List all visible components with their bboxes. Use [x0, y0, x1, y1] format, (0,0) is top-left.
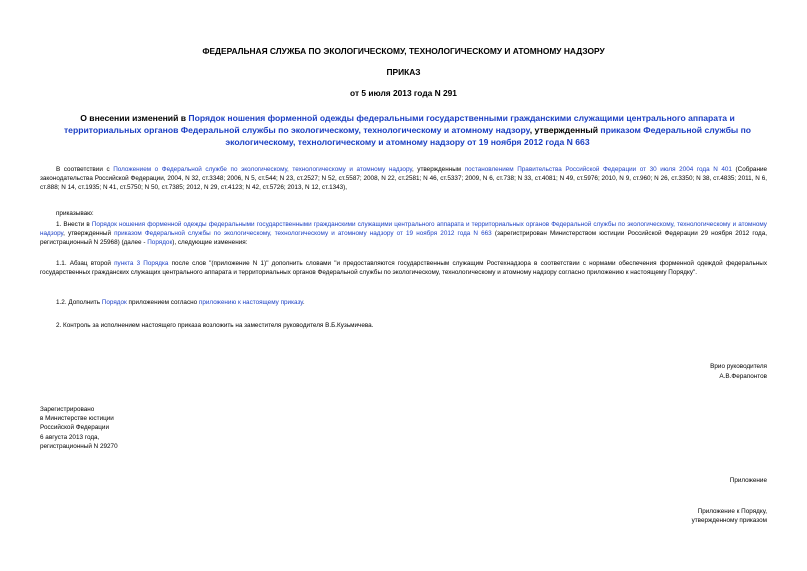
item12-text-2: приложением согласно	[126, 299, 199, 306]
appendix-ref-2: утвержденному приказом	[691, 517, 767, 524]
link-point-3[interactable]: пункта 3 Порядка	[114, 260, 169, 267]
registration-line-2: в Министерстве юстиции	[40, 415, 114, 422]
link-procedure-short[interactable]: Порядок	[147, 238, 173, 246]
item11-text-2: после слов "(приложение N 1)" дополнить словами "и предоставляются государственным служащим Ростехнадзора в соответствии с нормами обеспечения форменной одеждой федеральных государственных гражданских служащих центрального аппарата и территориальных органов Федеральной службы по экологическому, технологическому и атомному надзору согласно приложению к настоящему Порядку".	[40, 260, 768, 276]
item12-text-3: .	[302, 299, 305, 306]
signature-name: А.В.Ферапонтов	[719, 373, 767, 380]
item11-text-1: 1.1. Абзац второй	[56, 260, 115, 267]
link-procedure-12[interactable]: Порядок	[101, 299, 127, 306]
link-government-decree[interactable]: постановлением Правительства Российской Федерации от 30 июля 2004 года N 401	[464, 166, 732, 173]
item1-text-3: (зарегистрирован Министерством юстиции Российской Федерации 29 ноября 2012 года, регистрационный N 25968) (далее -	[40, 229, 767, 246]
para1-text-3: (Собрание законодательства Российской Федерации, 2004, N 32, ст.3348; 2006, N 5, ст.544; N 23, ст.2527; N 52, ст.5587; 2008, N 22, ст.2581; N 46, ст.5337; 2009, N 6, ст.738; N 33, ст.4081; N 49, ст.5976; 2010, N 9, ст.960; N 26, ст.3350; N 38, ст.4835; 2011, N 6, ст.888; N 14, ст.1935; N 41, ст.5750; N 50, ст.7385; 2012, N 29, ст.4123; N 42, ст.5726; 2013, N 12, ст.1343),	[40, 166, 768, 191]
registration-line-1: Зарегистрировано	[40, 406, 95, 413]
item-1	[40, 221, 767, 248]
registration-line-3: Российской Федерации	[40, 424, 109, 431]
link-order-663[interactable]: приказом Федеральной службы по экологическому, технологическому и атомному надзору от 19 ноября 2012 года N 663	[114, 229, 492, 237]
link-appendix[interactable]: приложению к настоящему приказу	[198, 299, 303, 306]
doc-title	[45, 112, 770, 148]
agency-name: ФЕДЕРАЛЬНАЯ СЛУЖБА ПО ЭКОЛОГИЧЕСКОМУ, ТЕХНОЛОГИЧЕСКОМУ И АТОМНОМУ НАДЗОРУ	[202, 46, 605, 56]
item1-text-4: ), следующие изменения:	[172, 238, 248, 246]
link-regulation[interactable]: Положением о Федеральной службе по экологическому, технологическому и атомному надзору	[113, 166, 412, 173]
registration-line-5: регистрационный N 29270	[40, 443, 118, 450]
title-link-order[interactable]: приказом Федеральной службы по экологическому, технологическому и атомному надзору от 19 ноября 2012 года N 663	[225, 125, 752, 147]
doc-date-number: от 5 июля 2013 года N 291	[350, 88, 457, 98]
doc-type: ПРИКАЗ	[386, 67, 421, 77]
item12-text-1: 1.2. Дополнить	[56, 299, 102, 306]
item1-text-1: 1. Внести в	[56, 221, 92, 228]
item1-text-2: , утвержденный	[63, 229, 115, 237]
registration-line-4: 6 августа 2013 года,	[40, 434, 100, 441]
link-procedure[interactable]: Порядок ношения форменной одежды федеральными государственными гражданскими служащими центрального аппарата и территориальных органов Федеральной службы по экологическому, технологическому и атомному надзору	[40, 221, 767, 237]
appendix-ref-1: Приложение к Порядку,	[697, 508, 767, 515]
item-1-2	[40, 299, 767, 308]
item-2: 2. Контроль за исполнением настоящего приказа возложить на заместителя руководителя В.Б.Кузьмичева.	[56, 322, 374, 329]
title-middle: , утвержденный	[529, 125, 601, 135]
order-word: приказываю:	[56, 210, 94, 217]
appendix-label: Приложение	[729, 477, 767, 484]
title-link-procedure[interactable]: Порядок ношения форменной одежды федеральными государственными гражданскими служащими центрального аппарата и территориальных органов Федеральной службы по экологическому, технологическому и атомному надзору	[63, 113, 735, 135]
signature-position: Врио руководителя	[710, 363, 767, 370]
paragraph-basis	[40, 166, 767, 193]
para1-text-1: В соответствии с	[56, 166, 114, 173]
title-prefix: О внесении изменений в	[80, 113, 189, 123]
para1-text-2: , утвержденным	[411, 166, 465, 173]
item-1-1	[40, 260, 767, 278]
